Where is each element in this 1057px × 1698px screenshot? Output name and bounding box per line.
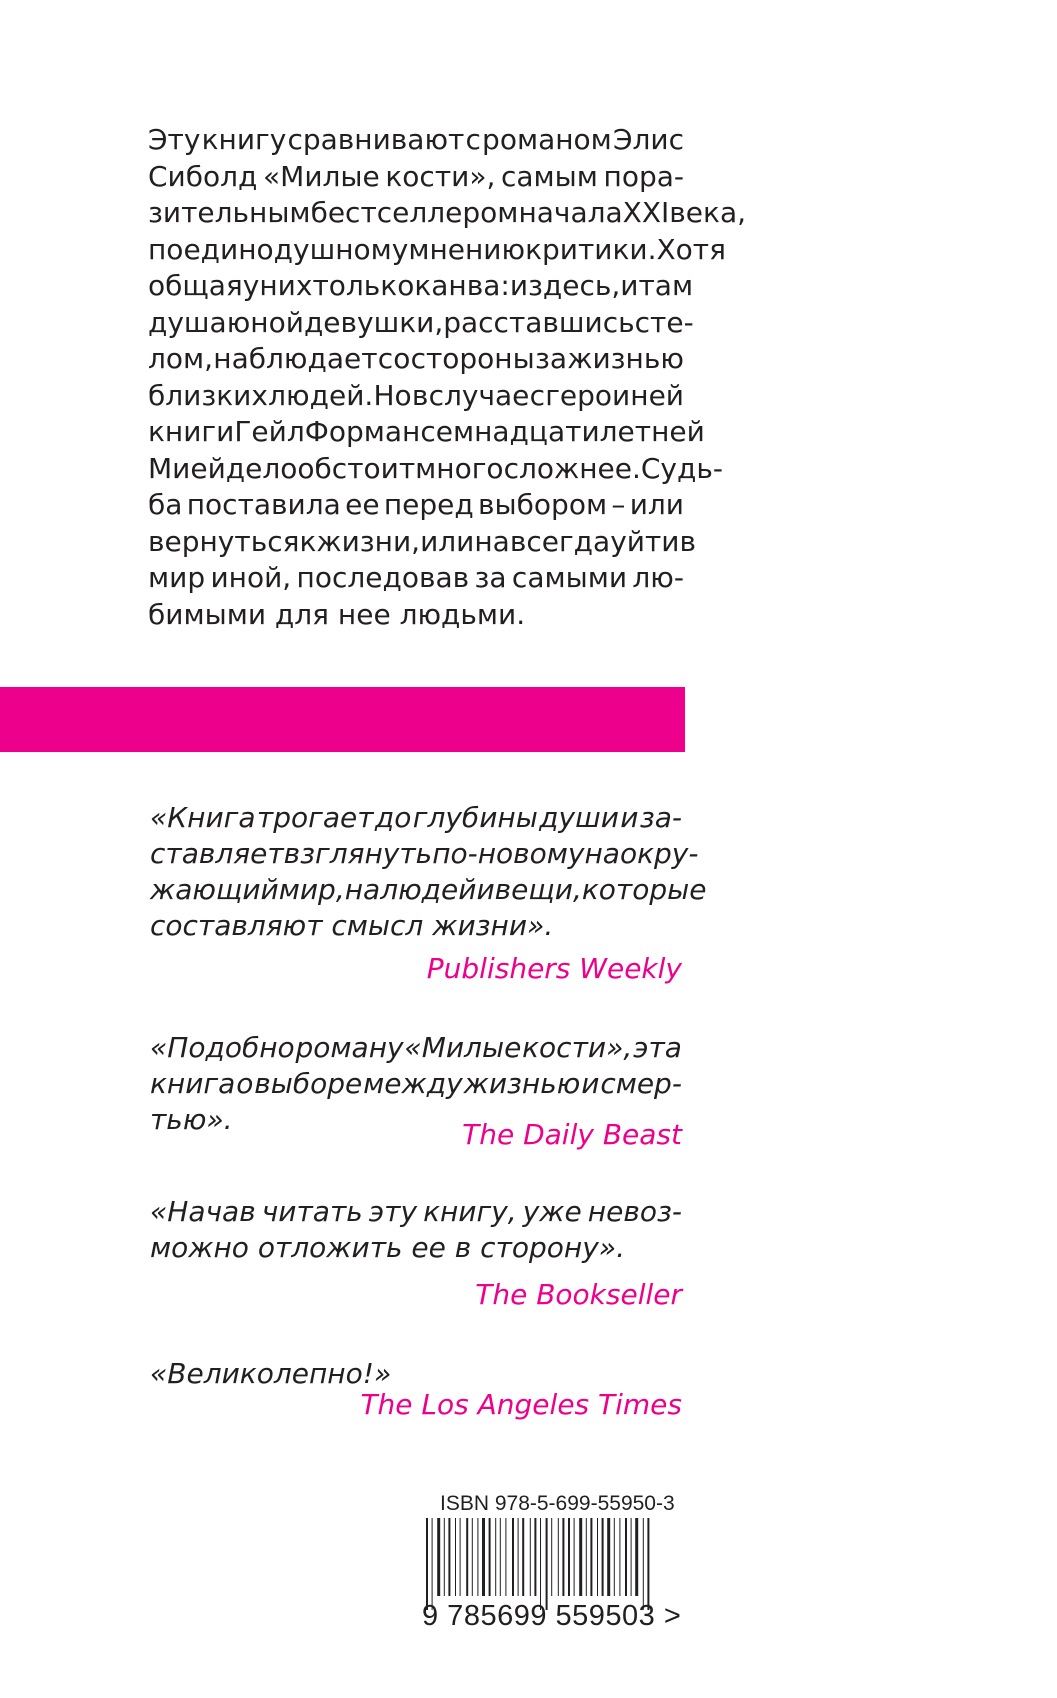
word: и [620, 269, 639, 302]
barcode-bar [472, 1518, 473, 1596]
barcode-bar [607, 1518, 610, 1596]
word: романом [482, 123, 612, 156]
word: мир, [278, 873, 345, 906]
word: кости», [385, 159, 496, 193]
word: души [539, 801, 619, 834]
word: можно отложить ее в сторону». [150, 1231, 625, 1264]
word: «Милые [404, 1031, 522, 1064]
word: или [629, 488, 684, 521]
word: «Книга [150, 801, 256, 834]
text-line [150, 1356, 682, 1392]
word: обстоит [297, 451, 416, 485]
barcode-bar [579, 1518, 582, 1596]
word: единодушному [183, 232, 409, 266]
word: только [312, 269, 415, 302]
text-line [148, 487, 684, 524]
word: у [242, 269, 260, 302]
text-line [148, 341, 684, 378]
word: ставляет [150, 837, 284, 870]
word: там [638, 269, 694, 302]
word: Хотя [656, 232, 726, 266]
word: тью». [150, 1103, 233, 1136]
word: эта [633, 1031, 682, 1064]
barcode-bar [466, 1518, 468, 1596]
text-line [148, 451, 723, 488]
word: много [415, 451, 504, 485]
word: книга [150, 1067, 236, 1100]
word: случае [428, 378, 530, 412]
word: глубины [412, 801, 538, 834]
word: роману [295, 1031, 404, 1064]
word: эту [368, 1195, 418, 1228]
word: Но [373, 378, 412, 412]
barcode-bar [558, 1518, 559, 1596]
word: Эту [148, 123, 201, 156]
review-source-bookseller: The Bookseller [475, 1278, 682, 1311]
word: уйти [610, 524, 680, 558]
word: начала [518, 196, 623, 229]
word: «Милые [263, 159, 380, 193]
word: книгу, [423, 1195, 517, 1228]
barcode-bar [512, 1518, 514, 1596]
word: перед [383, 488, 474, 521]
word: наблюдает [213, 342, 378, 375]
word: книгу [201, 123, 287, 156]
word: лом, [148, 342, 214, 375]
word: Форман [304, 415, 421, 448]
word: за [534, 342, 567, 375]
text-line [148, 122, 684, 159]
word: и [581, 1067, 600, 1100]
word: выборе [254, 1067, 363, 1100]
word: смер- [600, 1067, 682, 1100]
word: окру- [619, 837, 699, 870]
word: людей [380, 873, 477, 906]
text-line [148, 268, 694, 305]
word: юной [226, 305, 304, 339]
word: с [634, 305, 651, 339]
barcode-bar [631, 1518, 632, 1596]
word: близких [148, 378, 268, 412]
barcode-bar [477, 1518, 478, 1596]
blurb-paragraph [148, 122, 746, 633]
word: читать [261, 1195, 363, 1228]
word: к [299, 524, 317, 558]
word: здесь, [528, 269, 621, 302]
word: душа [148, 305, 227, 339]
text-line [148, 159, 684, 196]
word: до [374, 801, 412, 834]
barcode-bar [540, 1518, 541, 1610]
word: XXI [622, 196, 670, 229]
word: мир [148, 561, 206, 594]
word: общая [148, 269, 243, 302]
word: выбором [478, 488, 608, 521]
review-quote-3 [150, 1194, 682, 1266]
barcode-bar [619, 1518, 620, 1596]
review-source-publishers-weekly: Publishers Weekly [426, 952, 682, 985]
barcode-bar [455, 1518, 456, 1596]
word: самым [500, 159, 598, 193]
word: между [363, 1067, 463, 1100]
word: Элис [612, 123, 684, 156]
word: жизнью [567, 342, 684, 375]
word: сравнивают [287, 123, 465, 156]
barcode-bar [614, 1518, 615, 1596]
word: канва: [414, 269, 510, 302]
word: книги [148, 415, 235, 448]
word: на [344, 873, 381, 906]
text-line [148, 414, 705, 451]
text-line [148, 195, 746, 232]
word: те- [650, 305, 694, 339]
text-line [148, 560, 684, 597]
barcode-bar [522, 1518, 524, 1596]
word: бимыми для нее людьми. [148, 597, 526, 631]
word: Сиболд [148, 159, 258, 193]
word: жающий [150, 873, 279, 906]
word: бестселлером [310, 196, 519, 229]
word: лю- [632, 561, 684, 594]
barcode-digits: 9 785699 559503 > [422, 1600, 682, 1632]
barcode-bar [625, 1518, 627, 1596]
word: Гейл [234, 415, 305, 448]
review-source-la-times: The Los Angeles Times [360, 1388, 682, 1421]
review-source-daily-beast: The Daily Beast [462, 1118, 682, 1151]
barcode-bar [574, 1518, 575, 1596]
text-line [150, 800, 682, 836]
word: по-новому [432, 837, 585, 870]
word: века, [669, 196, 746, 229]
word: вещи, [494, 873, 582, 906]
text-line [148, 378, 684, 415]
barcode-bar [562, 1518, 564, 1596]
barcode-bar [602, 1518, 604, 1596]
word: последовав [296, 561, 470, 594]
word: взглянуть [283, 837, 433, 870]
word: мнению [408, 232, 526, 266]
word: в [411, 378, 429, 412]
text-line [150, 1066, 682, 1102]
barcode-bar [505, 1518, 506, 1596]
word: пора- [603, 159, 684, 193]
word: и [476, 873, 495, 906]
barcode-bar [586, 1518, 587, 1596]
word: трогает [256, 801, 374, 834]
word: Судь- [640, 451, 723, 485]
word: самыми [511, 561, 628, 594]
barcode-bar [530, 1518, 531, 1596]
word: кости», [522, 1031, 633, 1064]
word: поставила [186, 488, 341, 521]
barcode-bar [551, 1518, 552, 1596]
barcode-bar [500, 1518, 501, 1596]
word: – [611, 488, 626, 521]
word: которые [581, 873, 707, 906]
word: и [509, 269, 529, 302]
word: них [259, 269, 313, 302]
barcode-bar [546, 1518, 548, 1610]
word: ба [148, 488, 183, 521]
word: Мией [148, 451, 226, 485]
word: с [529, 378, 546, 412]
barcode-bar [444, 1518, 445, 1596]
word: за [474, 561, 507, 594]
word: зительным [148, 196, 311, 229]
word: «Подобно [150, 1031, 295, 1064]
barcode-bar [647, 1518, 649, 1610]
barcode-bar [534, 1518, 536, 1596]
text-line [150, 872, 707, 908]
word: «Начав [150, 1195, 256, 1228]
barcode-bar [489, 1518, 491, 1596]
word: с [465, 123, 481, 156]
text-line [150, 1030, 682, 1066]
pink-divider-band [0, 687, 685, 752]
word: вернуться [148, 524, 300, 558]
review-quote-4 [150, 1356, 682, 1392]
word: дело [225, 451, 298, 485]
word: людей. [268, 378, 374, 412]
word: на [584, 837, 620, 870]
word: сложнее. [503, 451, 641, 485]
barcode-bar [482, 1518, 485, 1596]
word: критики. [525, 232, 657, 266]
word: «Великолепно!» [150, 1357, 392, 1390]
isbn-label: ISBN 978-5-699-55950-3 [440, 1492, 675, 1515]
text-line [150, 836, 699, 872]
text-line [150, 908, 682, 944]
word: невоз- [587, 1195, 682, 1228]
word: жизни, [316, 524, 421, 558]
word: составляют смысл жизни». [150, 909, 554, 942]
barcode-bar [495, 1518, 496, 1596]
word: по [148, 232, 184, 266]
barcode-bar [643, 1518, 644, 1610]
word: и [620, 801, 639, 834]
word: жизнью [463, 1067, 581, 1100]
text-line [148, 232, 726, 269]
barcode-bar [568, 1518, 570, 1596]
word: девушки, [303, 305, 444, 339]
word: ее [345, 488, 380, 521]
word: иной, [210, 561, 292, 594]
barcode-bar [635, 1518, 638, 1596]
word: навсегда [474, 524, 611, 558]
barcode-bar [448, 1518, 450, 1596]
barcode-bar [590, 1518, 592, 1596]
word: расставшись [443, 305, 635, 339]
barcode-bar [437, 1518, 440, 1596]
word: стороны [410, 342, 535, 375]
text-line [148, 305, 694, 342]
word: в [679, 524, 696, 558]
text-line [150, 1194, 682, 1230]
word: о [236, 1067, 254, 1100]
word: семнадцатилетней [420, 415, 705, 448]
text-line [150, 1230, 682, 1266]
barcode-bar [597, 1518, 598, 1596]
barcode-bar [432, 1518, 433, 1610]
review-quote-1 [150, 800, 707, 944]
text-line [148, 524, 696, 561]
word: героиней [545, 378, 684, 412]
word: за- [639, 801, 682, 834]
text-line [148, 597, 684, 634]
barcode-bar [518, 1518, 519, 1596]
word: уже [522, 1195, 582, 1228]
word: со [377, 342, 411, 375]
word: или [420, 524, 475, 558]
barcode-bar [426, 1518, 428, 1610]
barcode-bar [460, 1518, 461, 1596]
